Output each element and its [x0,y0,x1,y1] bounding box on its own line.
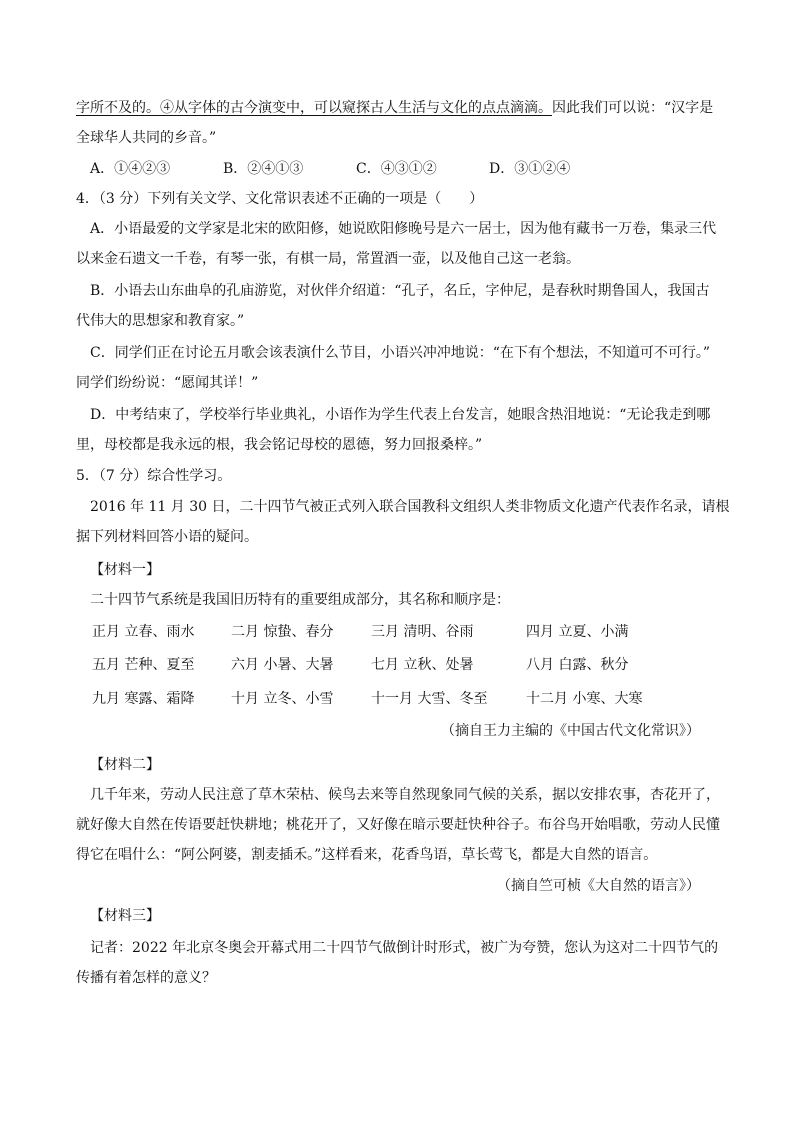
solar-term-cell: 十二月 小寒、大寒 [526,691,643,707]
q3-options [90,159,740,179]
q4-option-c-line2: 同学们纷纷说：“愿闻其详！” [76,375,259,391]
solar-term-cell: 二月 惊蛰、春分 [231,624,334,640]
material-two-line3: 得它在唱什么：“阿公阿婆，割麦插禾。”这样看来，花香鸟语，草长莺飞，都是大自然的语言。 [76,847,658,863]
q5-intro-line1: 2016 年 11 月 30 日，二十四节气被正式列入联合国教科文组织人类非物质文化遗产代表作名录，请根 [90,499,730,515]
material-one-source: （摘自王力主编的《中国古代文化常识》） [441,723,700,739]
solar-term-cell: 九月 寒露、霜降 [92,691,195,707]
q4-stem: 4．（3 分）下列有关文学、文化常识表述不正确的一项是（ ） [76,191,484,207]
material-three-line2: 传播有着怎样的意义？ [76,970,216,986]
material-two-title: 【材料二】 [90,757,160,773]
material-one-text: 二十四节气系统是我国旧历特有的重要组成部分，其名称和顺序是： [90,592,510,608]
q5-stem: 5．（7 分）综合性学习。 [76,468,232,484]
q4-option-b-line1: B．小语去山东曲阜的孔庙游览，对伙伴介绍道：“孔子，名丘，字仲尼，是春秋时期鲁国人，我国古 [90,283,710,299]
solar-term-cell: 十一月 大雪、冬至 [371,691,488,707]
q3-option-d: D．③①②④ [489,161,571,177]
q4-option-a-line1: A．小语最爱的文学家是北宋的欧阳修，她说欧阳修晚号是六一居士，因为他有藏书一万卷，集录三代 [90,221,717,237]
material-three-line1: 记者：2022 年北京冬奥会开幕式用二十四节气做倒计时形式，被广为夸赞，您认为这对二十四节气的 [90,940,719,956]
solar-term-cell: 四月 立夏、小满 [526,624,629,640]
material-three-title: 【材料三】 [90,908,160,924]
solar-term-cell: 五月 芒种、夏至 [92,657,195,673]
q3-continuation-rest: 因此我们可以说：“汉字是 [552,100,714,116]
solar-term-cell: 正月 立春、雨水 [92,624,195,640]
material-one-title: 【材料一】 [90,562,160,578]
material-two-line2: 就好像大自然在传语要赶快耕地；桃花开了，又好像在暗示要赶快种谷子。布谷鸟开始唱歌，劳动人民懂 [76,817,720,833]
solar-term-cell: 十月 立冬、小雪 [231,691,334,707]
q4-option-d-line2: 里，母校都是我永远的根，我会铭记母校的恩德，努力回报桑梓。” [76,437,483,453]
q3-continuation-line [76,98,726,118]
solar-term-cell: 六月 小暑、大暑 [231,657,334,673]
q4-option-b-line2: 代伟大的思想家和教育家。” [76,313,245,329]
q3-option-b: B．②④①③ [223,161,304,177]
solar-term-cell: 七月 立秋、处暑 [371,657,474,673]
q4-option-a-line2: 以来金石遗文一千卷，有琴一张，有棋一局，常置酒一壶，以及他自己这一老翁。 [76,251,580,267]
solar-term-cell: 八月 白露、秋分 [526,657,629,673]
q4-option-c-line1: C．同学们正在讨论五月歌会该表演什么节目，小语兴冲冲地说：“在下有个想法，不知道可不可行。” [90,345,711,361]
q3-line2: 全球华人共同的乡音。” [76,130,217,146]
q4-option-d-line1: D．中考结束了，学校举行毕业典礼，小语作为学生代表上台发言，她眼含热泪地说：“无论我走到哪 [90,407,711,423]
q3-option-a: A．①④②③ [90,161,171,177]
q5-intro-line2: 据下列材料回答小语的疑问。 [76,529,258,545]
material-two-source: （摘自竺可桢《大自然的语言》） [497,878,700,894]
q3-underlined-sentence: 字所不及的。④从字体的古今演变中，可以窥探古人生活与文化的点点滴滴。 [76,100,552,116]
material-two-line1: 几千年来，劳动人民注意了草木荣枯、候鸟去来等自然现象同气候的关系，据以安排农事，杏花开了， [90,787,720,803]
solar-term-cell: 三月 清明、谷雨 [371,624,474,640]
q3-option-c: C．④③①② [356,161,437,177]
